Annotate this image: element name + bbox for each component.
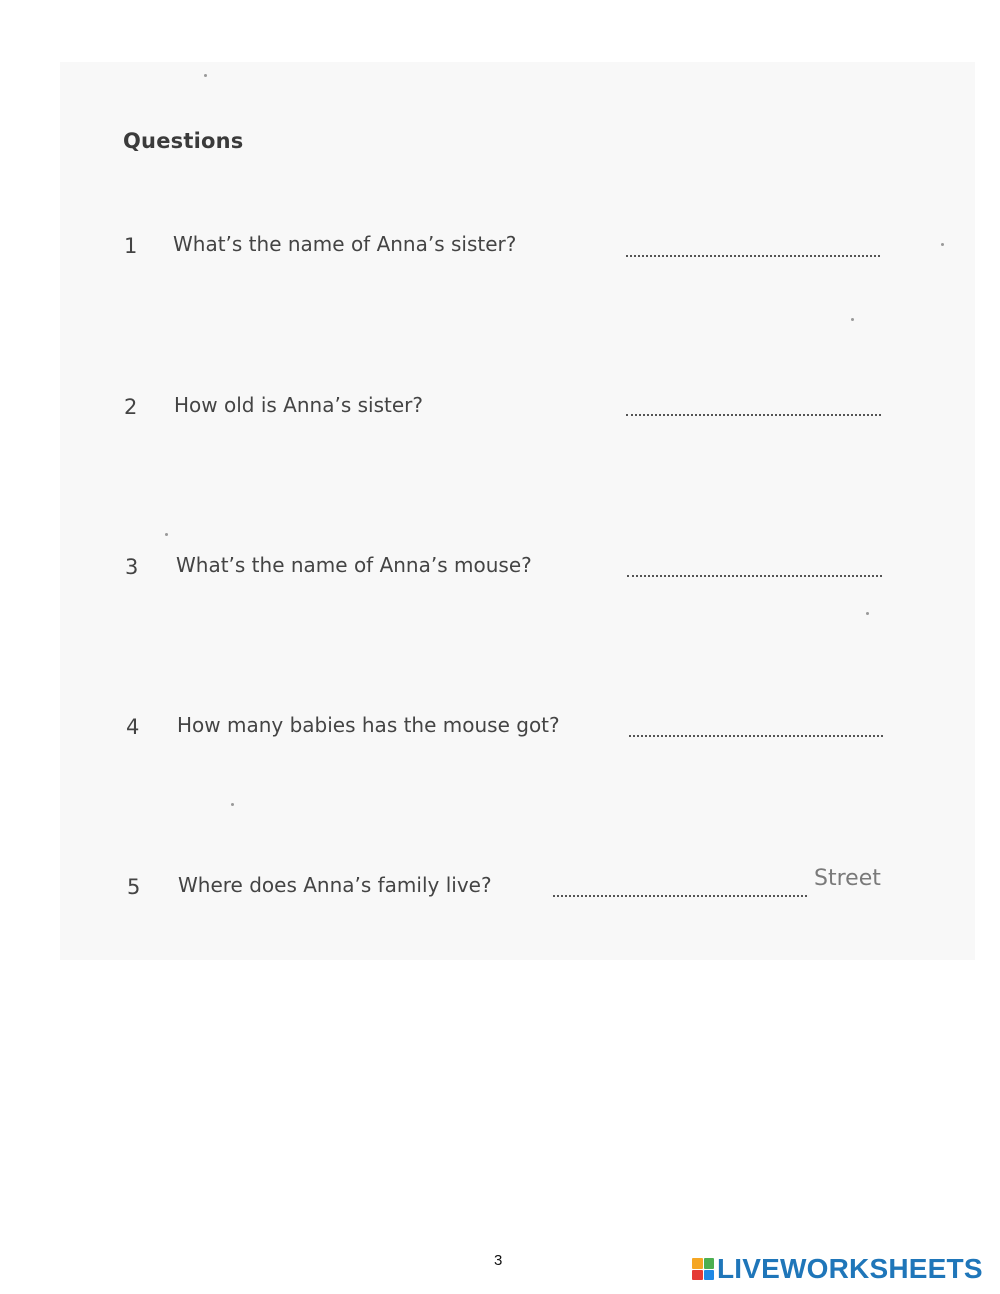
question-text: What’s the name of Anna’s mouse?	[176, 553, 532, 577]
answer-input-2[interactable]	[626, 386, 885, 412]
answer-line-5	[553, 895, 807, 897]
answer-input-1[interactable]	[626, 227, 884, 253]
answer-line-4	[629, 735, 883, 737]
scan-speck	[866, 612, 869, 615]
answer-suffix: Street	[814, 866, 881, 891]
brand-name: LIVEWORKSHEETS	[717, 1253, 983, 1284]
scan-speck	[231, 803, 234, 806]
scanned-worksheet	[60, 62, 975, 960]
liveworksheets-logo-icon	[692, 1258, 714, 1280]
logo-cell	[704, 1270, 715, 1281]
scan-speck	[204, 74, 207, 77]
answer-line-2	[626, 414, 881, 416]
page-title: Questions	[123, 129, 244, 153]
answer-input-4[interactable]	[629, 707, 887, 733]
scan-speck	[941, 243, 944, 246]
answer-line-1	[626, 255, 880, 257]
liveworksheets-brand	[692, 1254, 983, 1284]
question-text: What’s the name of Anna’s sister?	[173, 232, 517, 256]
question-number: 5	[127, 875, 141, 899]
question-number: 1	[124, 234, 138, 258]
question-text: How old is Anna’s sister?	[174, 393, 423, 417]
logo-cell	[692, 1258, 703, 1269]
scan-speck	[851, 318, 854, 321]
logo-cell	[692, 1270, 703, 1281]
answer-input-3[interactable]	[627, 547, 886, 573]
question-number: 2	[124, 395, 138, 419]
question-text: How many babies has the mouse got?	[177, 713, 560, 737]
logo-cell	[704, 1258, 715, 1269]
question-number: 3	[125, 555, 139, 579]
answer-line-3	[627, 575, 882, 577]
page-number: 3	[494, 1252, 503, 1269]
question-text: Where does Anna’s family live?	[178, 873, 492, 897]
answer-input-5[interactable]	[553, 867, 811, 893]
scan-speck	[165, 533, 168, 536]
question-number: 4	[126, 715, 140, 739]
